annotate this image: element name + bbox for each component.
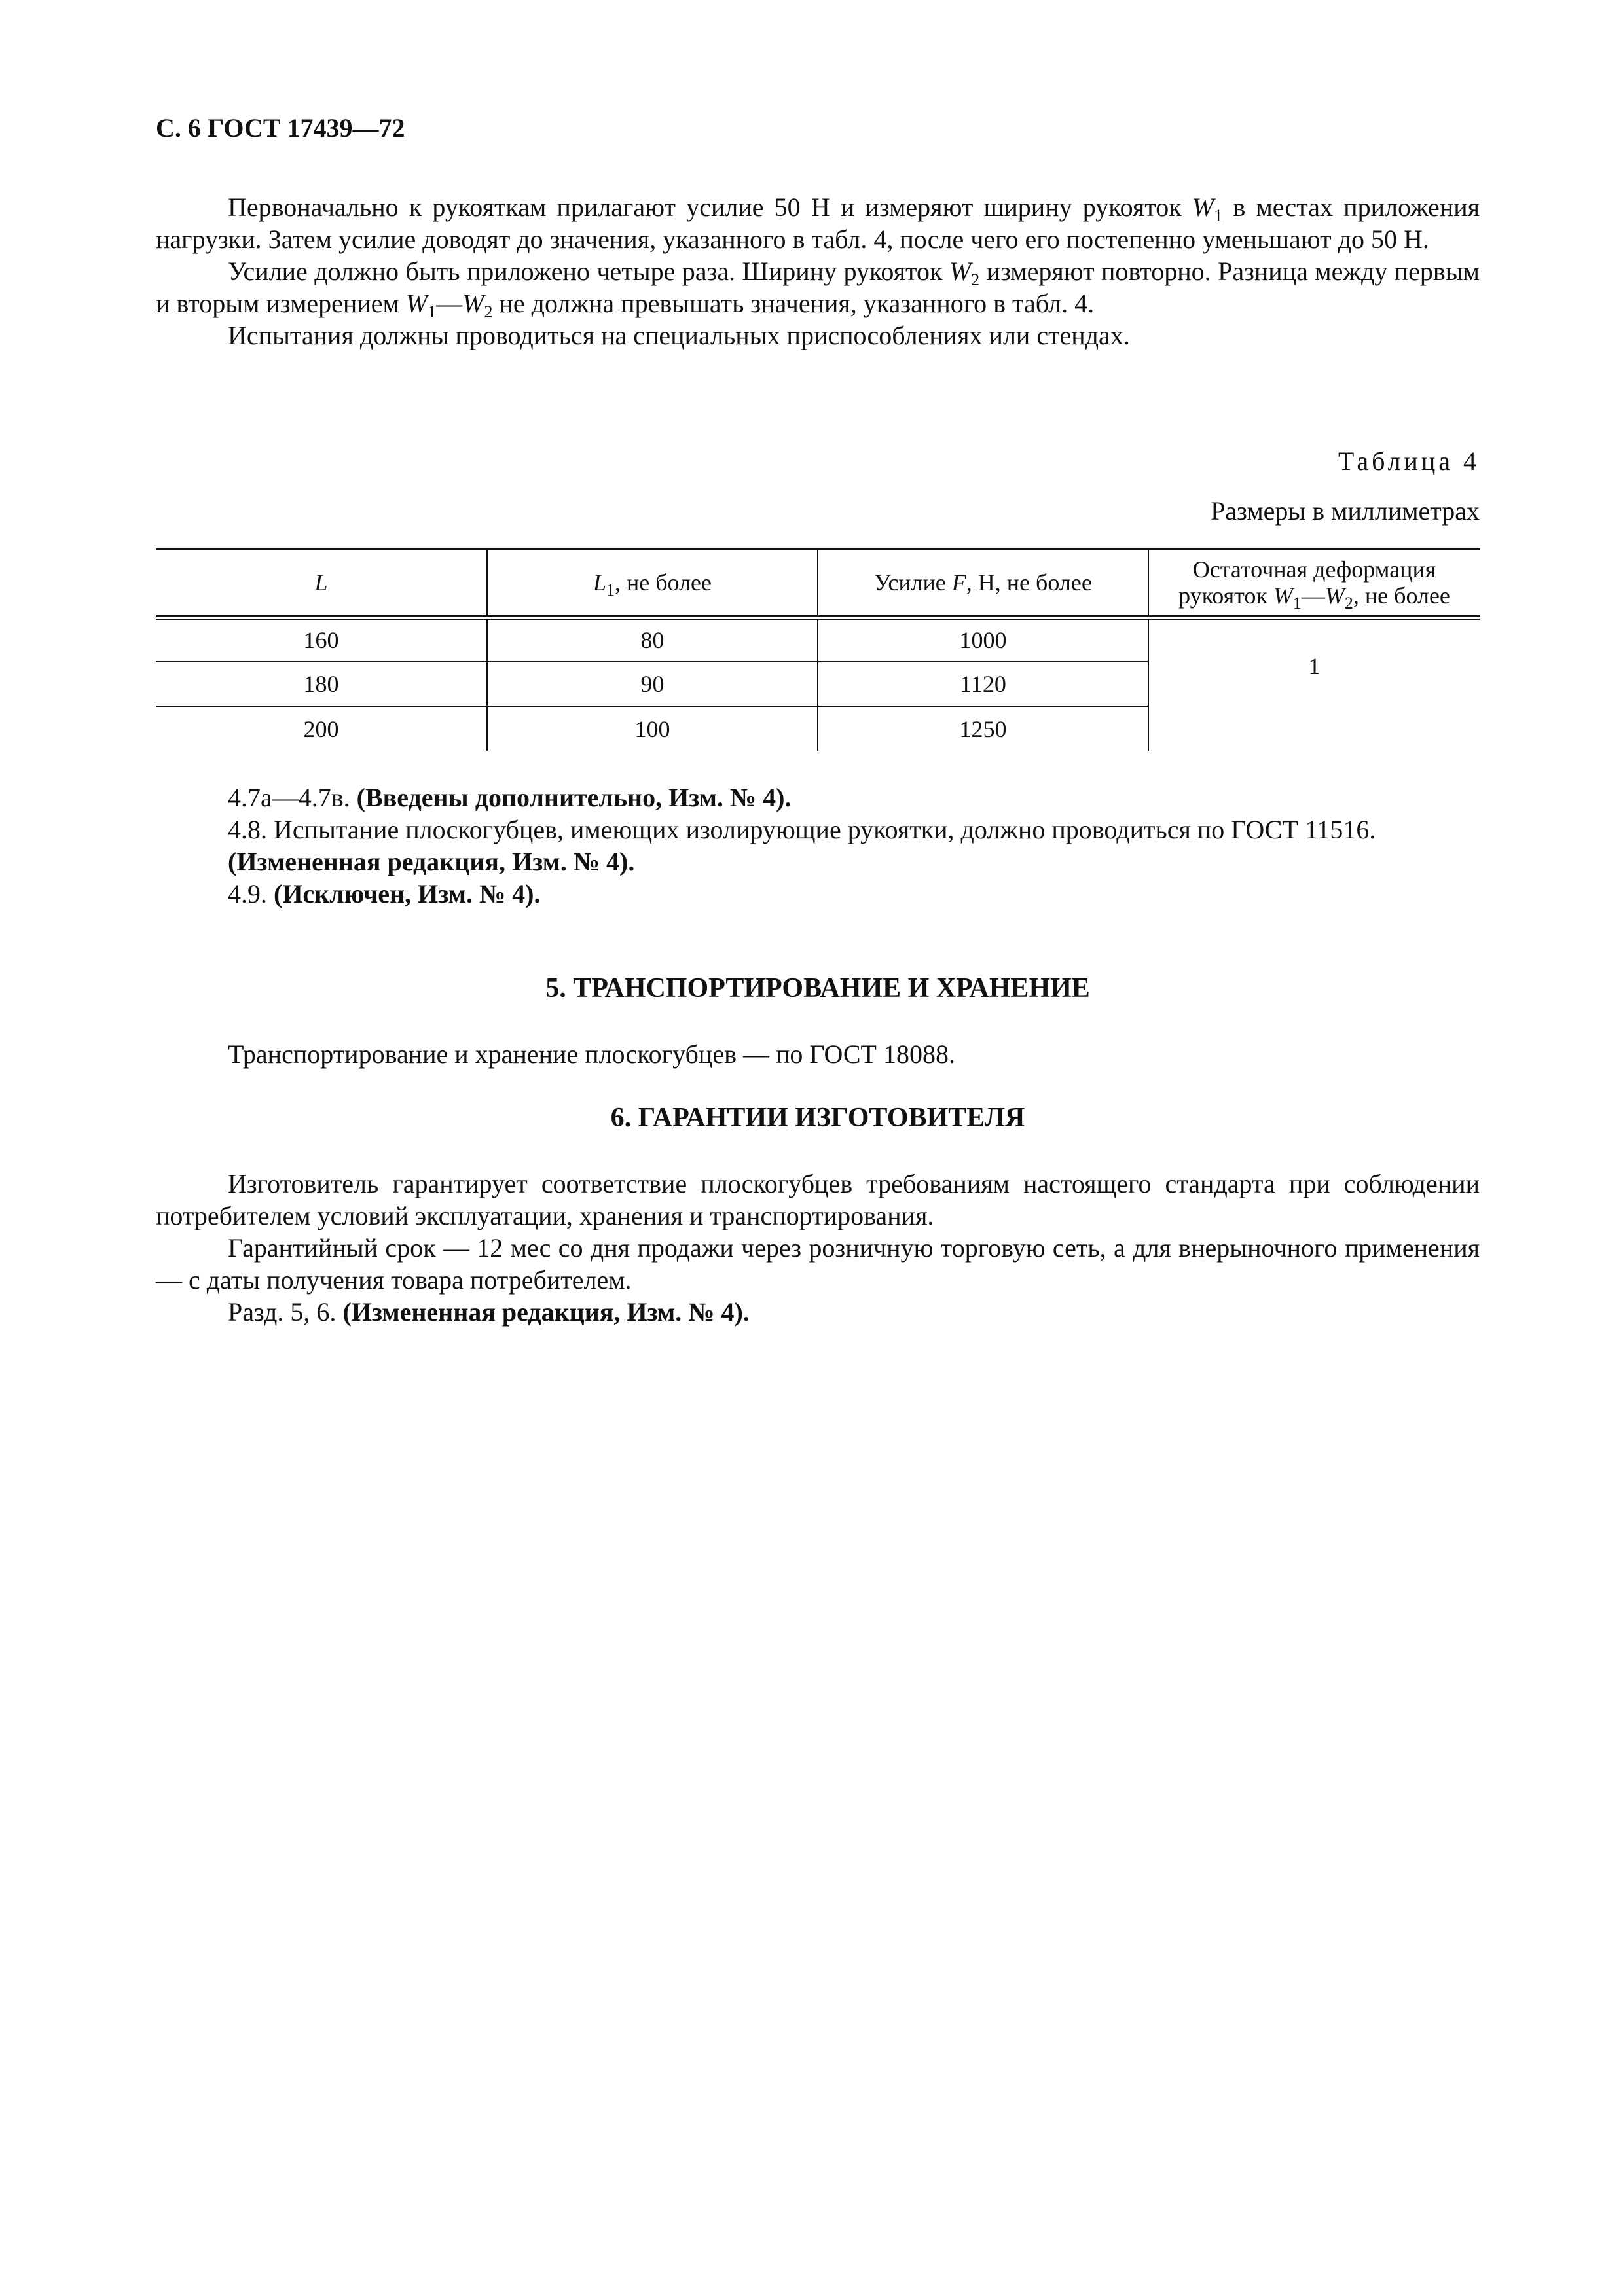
section-6-paragraph-3 [156,1296,1480,1328]
section-6-amendment: (Измененная редакция, Изм. № 4). [342,1297,750,1327]
cell-l1: 80 [487,617,818,662]
cell-l: 180 [156,662,487,706]
section-6-paragraph-1: Изготовитель гарантирует соответствие плоскогубцев требованиям настоящего стандарта при соблюдении потребителем условий эксплуатации, хранения и транспортирования. [156,1169,1480,1230]
table-4 [156,548,1480,751]
cell-l1: 90 [487,662,818,706]
note-4-9-number: 4.9. [228,879,267,908]
subscript: 1 [606,580,615,600]
intro-p2-text-b: измеряют повторно. Разница между первым и вторым измерением [156,257,1480,318]
intro-paragraph-2 [156,255,1480,319]
cell-l: 200 [303,715,339,742]
col-header-force-text-b: , Н, не более [966,569,1092,596]
note-amendment-text: (Измененная редакция, Изм. № 4). [228,847,635,876]
intro-p2-text-a: Усилие должно быть приложено четыре раза. Ширину рукояток [228,257,943,286]
intro-paragraph-3: Испытания должны проводиться на специальных приспособлениях или стендах. [228,321,1130,350]
subscript: 2 [971,270,980,289]
notes-block [156,781,1480,910]
subscript: 1 [428,302,437,321]
var-w: W [1273,582,1293,609]
col-header-deformation [1148,549,1480,617]
table-row [156,617,1480,662]
note-4-7 [156,781,1480,814]
note-4-9 [156,878,1480,910]
table-caption: Таблица 4 [1338,446,1480,476]
section-5-heading: 5. ТРАНСПОРТИРОВАНИЕ И ХРАНЕНИЕ [545,973,1090,1003]
var-w: W [949,257,972,286]
note-4-7-amendment: (Введены дополнительно, Изм. № 4). [356,783,792,812]
cell-l1: 100 [487,706,818,751]
col-header-l1 [487,549,818,617]
page-header: С. 6 ГОСТ 17439—72 [156,113,405,143]
intro-p1-text: Первоначально к рукояткам прилагают усилие 50 Н и измеряют ширину рукояток [228,192,1182,222]
col-header-force-text-a: Усилие [874,569,946,596]
note-4-9-amendment: (Исключен, Изм. № 4). [274,879,541,908]
var-l: L [314,569,328,596]
cell-force: 1250 [818,706,1148,751]
section-6-text [156,1168,1480,1328]
var-w: W [1192,192,1214,222]
var-l: L [593,569,606,596]
section-6-ref: Разд. 5, 6. [228,1297,337,1327]
note-4-8: 4.8. Испытание плоскогубцев, имеющих изолирующие рукоятки, должно проводиться по ГОСТ 11516. [228,815,1376,844]
var-f: F [951,569,966,596]
section-6-heading: 6. ГАРАНТИИ ИЗГОТОВИТЕЛЯ [610,1103,1025,1133]
col-header-l [156,549,487,617]
intro-p2-text-c: не должна превышать значения, указанного в табл. 4. [499,289,1095,318]
subscript: 2 [484,302,493,321]
section-5-text [156,1038,1480,1070]
dash: — [1301,582,1325,609]
var-w: W [1324,582,1345,609]
col-header-deformation-text-b: , не более [1353,582,1450,609]
section-6-paragraph-2: Гарантийный срок — 12 мес со дня продажи через розничную торговую сеть, а для внерыночного применения — с даты получения товара потребителем. [156,1233,1480,1295]
cell-force: 1000 [818,617,1148,662]
note-4-7-number: 4.7а—4.7в. [228,783,350,812]
var-w: W [462,289,484,318]
table-header-row [156,549,1480,617]
table-units: Размеры в миллиметрах [1211,496,1480,526]
col-header-deformation-line1: Остаточная деформация [1192,556,1436,583]
subscript: 1 [1292,593,1302,613]
cell-deformation: 1 [1148,617,1480,751]
section-5-paragraph: Транспортирование и хранение плоскогубцев — по ГОСТ 18088. [228,1039,955,1069]
subscript: 2 [1344,593,1353,613]
intro-p1-tail: в местах приложения нагрузки. Затем усилие доводят до значения, указанного в табл. 4, после чего его постепенно уменьшают до 50 Н. [156,192,1480,254]
note-amendment [156,846,1480,878]
cell-l: 160 [156,617,487,662]
dash: — [436,289,463,318]
var-w: W [405,289,428,318]
col-header-l1-text: , не более [615,569,712,596]
col-header-deformation-text-a: рукояток [1178,582,1267,609]
intro-text [156,191,1480,351]
col-header-force [818,549,1148,617]
subscript: 1 [1214,206,1223,225]
cell-force: 1120 [818,662,1148,706]
intro-paragraph-1 [156,191,1480,255]
